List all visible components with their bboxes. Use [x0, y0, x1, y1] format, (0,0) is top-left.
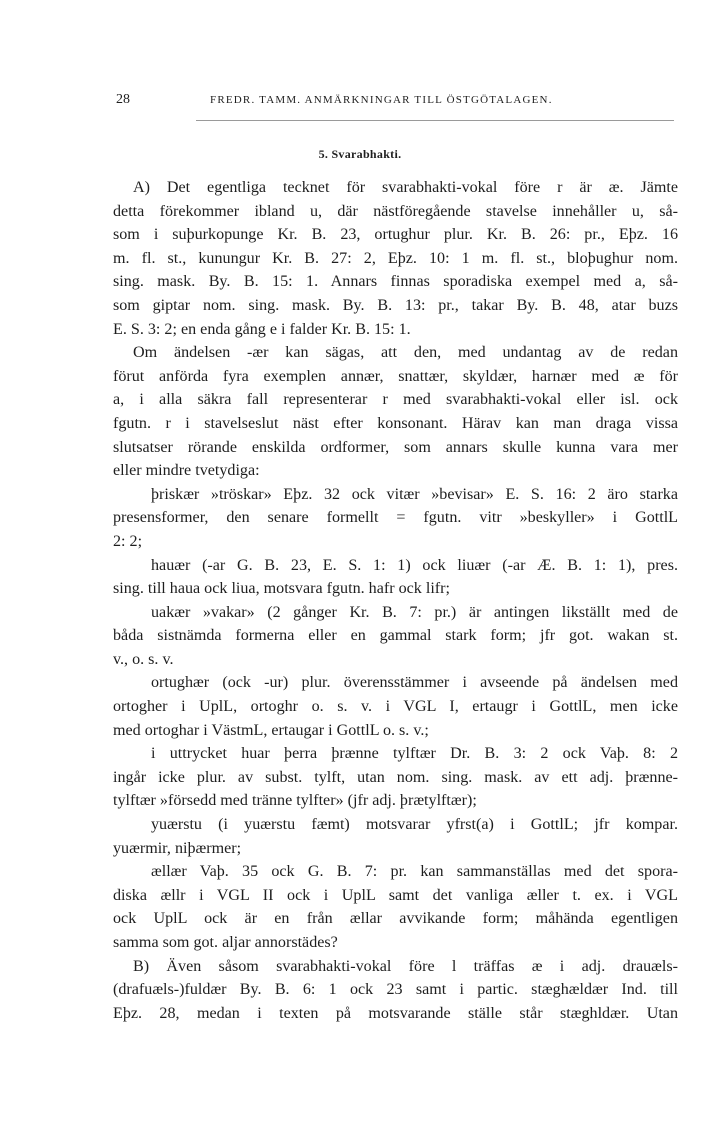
text-line: sing. mask. By. B. 15: 1. Annars finnas sporadiska exempel med a, så-: [113, 273, 678, 291]
page-header: [108, 88, 678, 112]
text-line: presensformer, den senare formellt = fgutn. vitr »beskyller» i GottlL: [113, 509, 678, 527]
text-line: förut anförda fyra exemplen annær, snattær, skyldær, harnær med æ för: [113, 367, 678, 385]
text-line: v., o. s. v.: [113, 650, 174, 668]
text-line: 2: 2;: [113, 532, 143, 550]
text-line: ock UplL ock är en från ællar avvikande form; måhända egentligen: [113, 910, 678, 928]
text-line: B) Även såsom svarabhakti-vokal före l träffas æ i adj. drauæls-: [133, 957, 678, 975]
text-line: samma som got. aljar annorstädes?: [113, 934, 338, 951]
header-rule: [196, 120, 674, 121]
text-line: E. S. 3: 2; en enda gång e i falder Kr. B. 15: 1.: [113, 320, 411, 338]
text-line: ællær Vaþ. 35 ock G. B. 7: pr. kan sammanställas med det spora-: [151, 863, 678, 881]
text-line: yuærstu (i yuærstu fæmt) motsvarar yfrst(a) i GottlL; jfr kompar.: [151, 816, 678, 834]
text-line: detta förekommer ibland u, där nästföregående stavelse innehåller u, så-: [113, 202, 678, 220]
text-line: båda sistnämda formerna eller en gammal stark form; jfr got. wakan st.: [113, 627, 678, 645]
text-line: ortogher i UplL, ortoghr o. s. v. i VGL I, ertaugr i GottlL, men icke: [113, 698, 678, 716]
text-line: i uttrycket huar þerra þrænne tylftær Dr. B. 3: 2 ock Vaþ. 8: 2: [151, 745, 678, 763]
text-line: tylftær »försedd med tränne tylfter» (jfr adj. þrætylftær);: [113, 792, 477, 810]
text-line: Eþz. 28, medan i texten på motsvarande ställe står stæghldær. Utan: [113, 1004, 678, 1022]
text-line: a, i alla säkra fall representerar r med svarabhakti-vokal eller isl. ock: [113, 391, 678, 409]
text-line: m. fl. st., kunungur Kr. B. 27: 2, Eþz. 10: 1 m. fl. st., bloþughur nom.: [113, 249, 678, 267]
text-line: ingår icke plur. av subst. tylft, utan nom. sing. mask. av ett adj. þrænne-: [113, 768, 678, 786]
text-line: med ortoghar i VästmL, ertaugar i GottlL o. s. v.;: [113, 721, 429, 739]
text-line: (drafuæls-)fuldær By. B. 6: 1 ock 23 samt i partic. stæghældær Ind. till: [113, 981, 678, 999]
text-line: fgutn. r i stavelseslut näst efter konsonant. Härav kan man draga vissa: [113, 414, 678, 432]
text-line: slutsatser rörande enskilda ordformer, som annars skulle kunna vara mer: [113, 438, 678, 456]
text-line: eller mindre tvetydiga:: [113, 462, 260, 480]
text-line: ortughær (ock -ur) plur. överensstämmer i avseende på ändelsen med: [151, 674, 678, 692]
text-line: yuærmir, niþærmer;: [113, 839, 242, 857]
text-line: sing. till haua ock liua, motsvara fgutn. hafr ock lifr;: [113, 580, 450, 598]
text-line: hauær (-ar G. B. 23, E. S. 1: 1) ock liuær (-ar Æ. B. 1: 1), pres.: [151, 556, 678, 574]
running-head: FREDR. TAMM. ANMÄRKNINGAR TILL ÖSTGÖTALAGEN.: [210, 94, 553, 106]
text-line: som i suþurkopunge Kr. B. 23, ortughur plur. Kr. B. 26: pr., Eþz. 16: [113, 226, 678, 244]
section-title: 5. Svarabhakti.: [318, 147, 402, 161]
text-line: Om ändelsen -ær kan sägas, att den, med undantag av de redan: [133, 344, 678, 362]
page-number: 28: [116, 92, 130, 107]
text-line: uakær »vakar» (2 gånger Kr. B. 7: pr.) är antingen likställt med de: [151, 603, 678, 621]
body-text: [113, 176, 678, 1025]
text-line: þriskær »tröskar» Eþz. 32 ock vitær »bevisar» E. S. 16: 2 äro starka: [151, 485, 678, 503]
text-line: som giptar nom. sing. mask. By. B. 13: pr., takar By. B. 48, atar buzs: [113, 296, 678, 314]
text-line: diska ællr i VGL II ock i UplL samt det vanliga æller t. ex. i VGL: [113, 886, 678, 904]
text-line: A) Det egentliga tecknet för svarabhakti-vokal före r är æ. Jämte: [133, 179, 678, 196]
